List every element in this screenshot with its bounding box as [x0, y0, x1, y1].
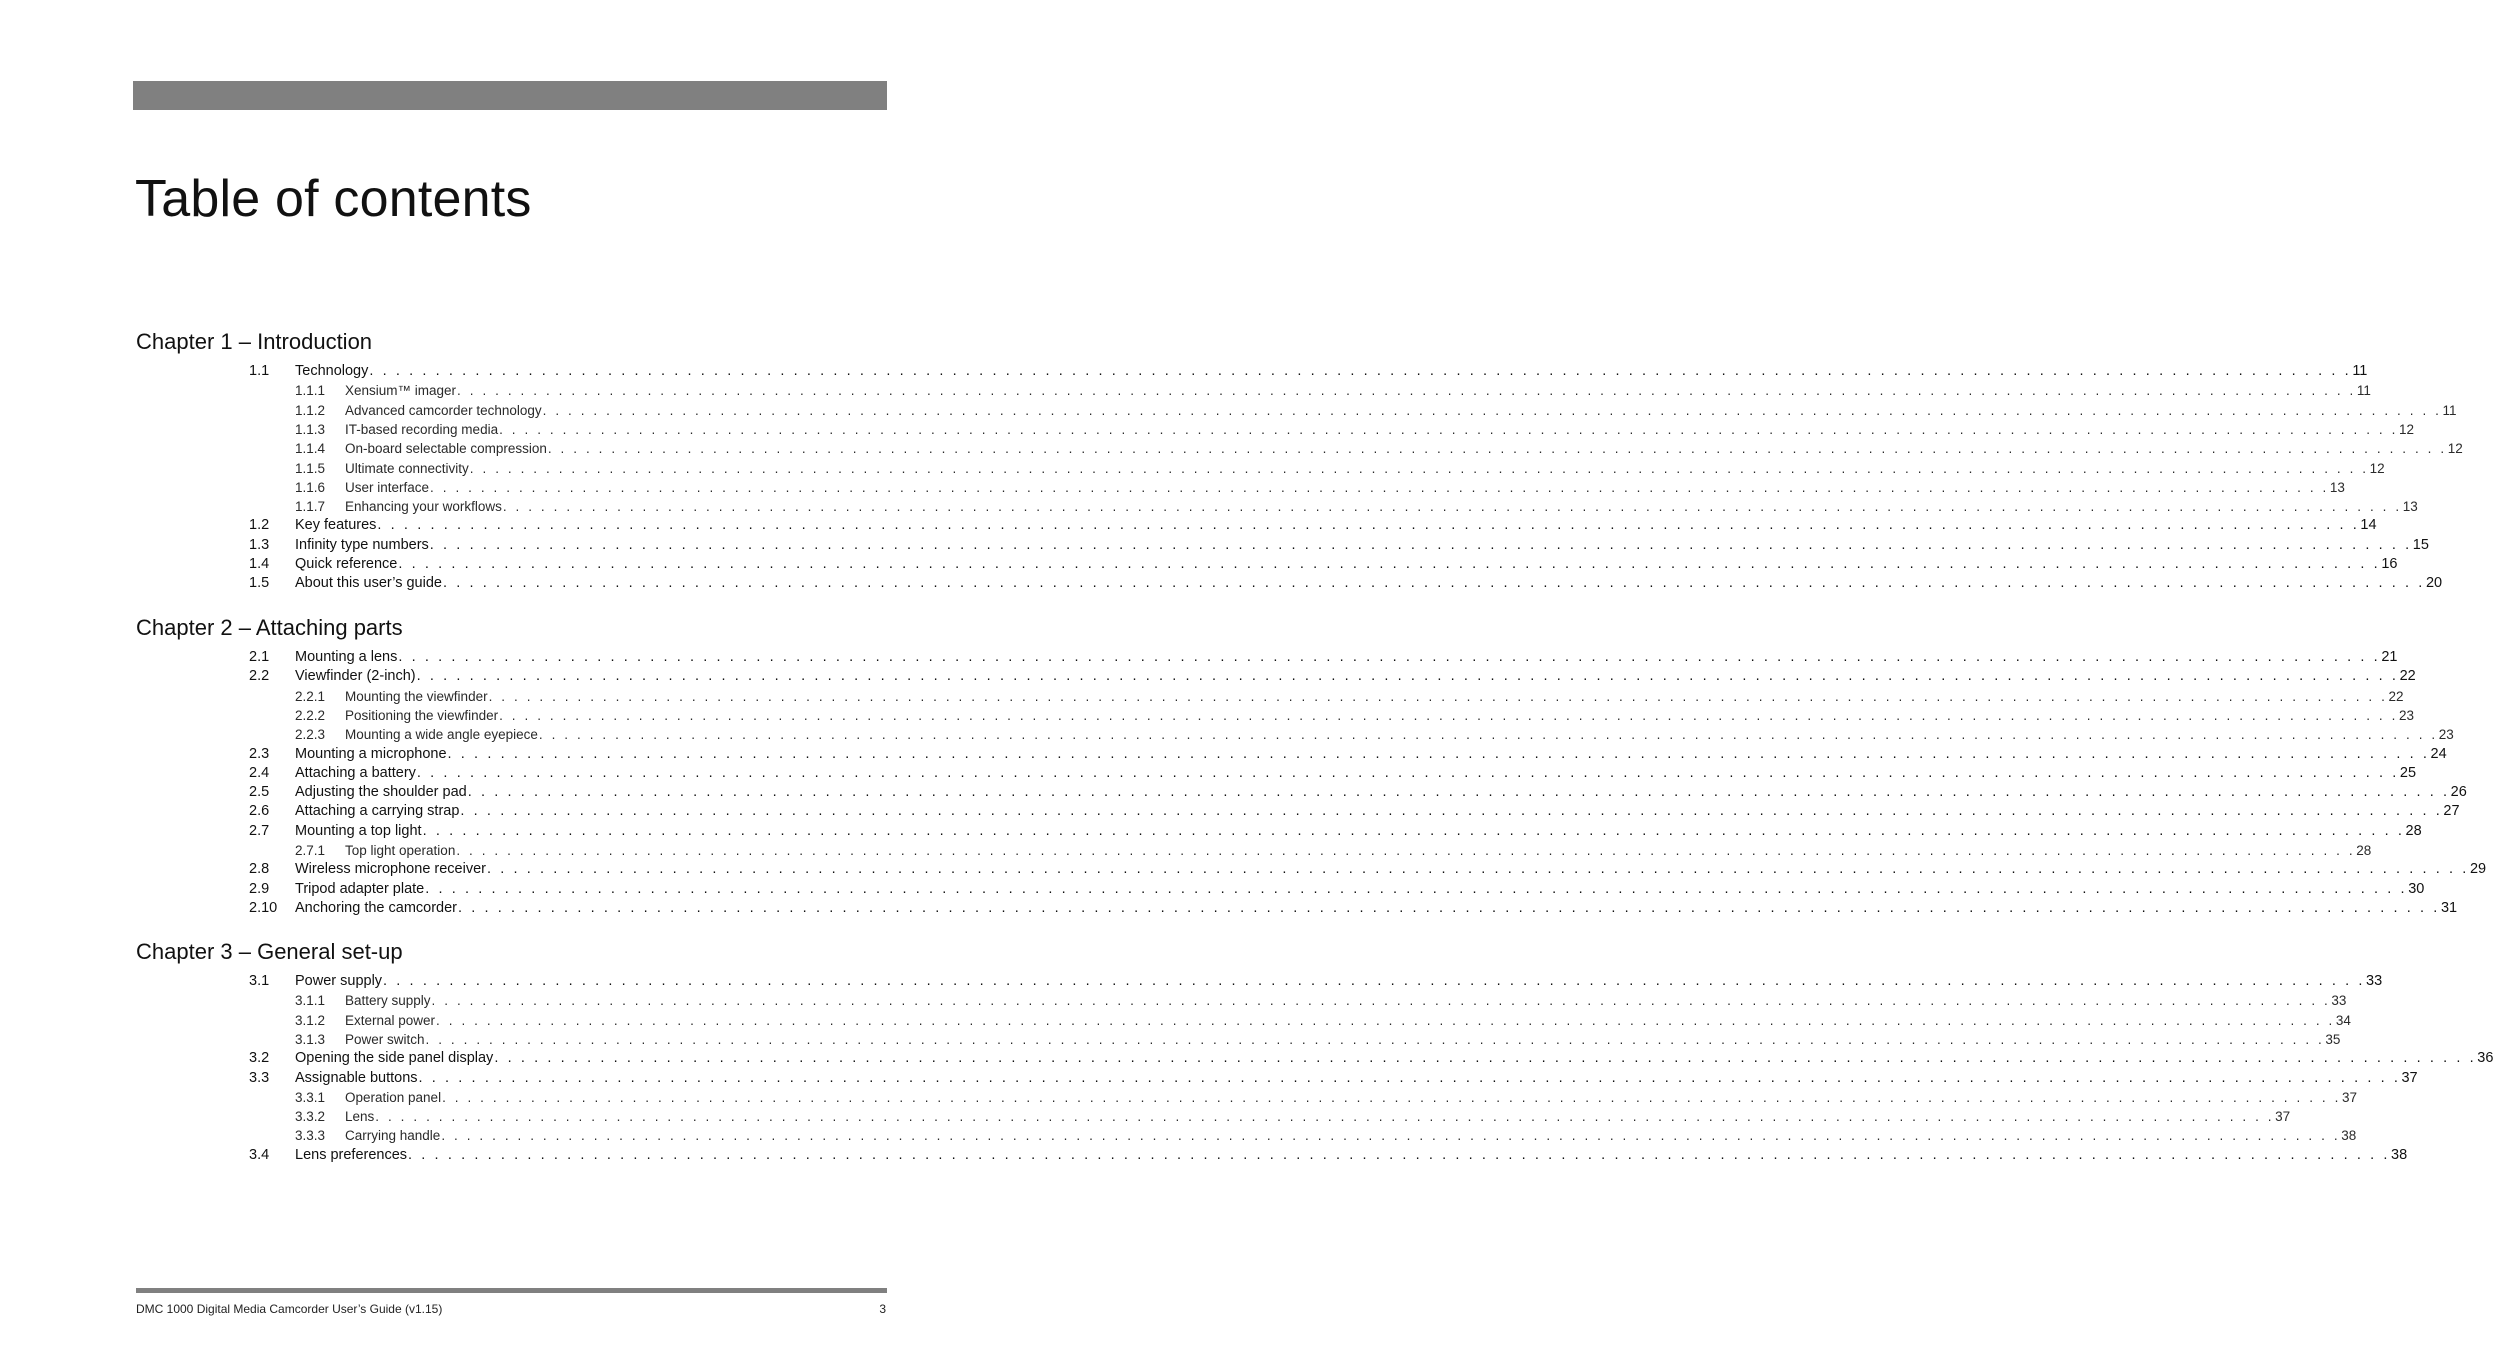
toc-subentry[interactable] — [0, 420, 2414, 439]
dot-leader: . . . . . . . . . . . . . . . . . . . . . . . . . . . . . . . . . . . . . . . . . . . . . . . . . . . . . . . . . . . . . . . . . . . . . . . . . . . . . . . . . . . . . . . . . . . . . . . . . . . . . . . . . . . . . . . . . . . . . . . . . . . . . . . . . . . . . . . . . . . . . . . . . . . . . . — [431, 993, 2331, 1009]
dot-leader: . . . . . . . . . . . . . . . . . . . . . . . . . . . . . . . . . . . . . . . . . . . . . . . . . . . . . . . . . . . . . . . . . . . . . . . . . . . . . . . . . . . . . . . . . . . . . . . . . . . . . . . . . . . . . . . . . . . . . . . . . . . . . . . . . . . . . . . . . . . . . . . . . . . . . . — [486, 861, 2469, 878]
toc-subentry[interactable] — [0, 439, 2463, 458]
toc-entry-line — [295, 822, 2422, 841]
toc-entry-page: 24 — [2430, 745, 2447, 762]
toc-entry-number: 1.1.5 — [295, 460, 326, 476]
footer-rule — [136, 1288, 887, 1293]
toc-entry-number: 3.1 — [249, 973, 270, 989]
toc-entry[interactable] — [0, 880, 2425, 899]
toc-entry-line — [345, 1107, 2291, 1126]
toc-entry-page: 22 — [2399, 668, 2416, 685]
toc-entry-title: Mounting the viewfinder — [345, 688, 488, 704]
toc-entry-line — [295, 880, 2425, 899]
dot-leader: . . . . . . . . . . . . . . . . . . . . . . . . . . . . . . . . . . . . . . . . . . . . . . . . . . . . . . . . . . . . . . . . . . . . . . . . . . . . . . . . . . . . . . . . . . . . . . . . . . . . . . . . . . . . . . . . . . . . . . . . . . . . . . . . . . . . . . . . . . . . . . . . . . . . . . — [499, 707, 2398, 723]
dot-leader: . . . . . . . . . . . . . . . . . . . . . . . . . . . . . . . . . . . . . . . . . . . . . . . . . . . . . . . . . . . . . . . . . . . . . . . . . . . . . . . . . . . . . . . . . . . . . . . . . . . . . . . . . . . . . . . . . . . . . . . . . . . . . . . . . . . . . . . . . . . . . . . . . . . . . . — [422, 822, 2405, 839]
toc-entry-page: 12 — [2369, 460, 2385, 476]
toc-entry-line — [345, 1126, 2357, 1145]
dot-leader: . . . . . . . . . . . . . . . . . . . . . . . . . . . . . . . . . . . . . . . . . . . . . . . . . . . . . . . . . . . . . . . . . . . . . . . . . . . . . . . . . . . . . . . . . . . . . . . . . . . . . . . . . . . . . . . . . . . . . . . . . . . . . . . . . . . . . . . . . . . . . . . . . . . . . . — [488, 688, 2388, 704]
toc-entry-line — [295, 764, 2417, 783]
page-title: Table of contents — [135, 170, 532, 228]
toc-entry[interactable] — [0, 802, 2460, 821]
toc-entry-number: 3.3.3 — [295, 1128, 326, 1144]
toc-subentry[interactable] — [0, 1011, 2351, 1030]
toc-entry-page: 12 — [2398, 421, 2414, 437]
toc-entry-title: Attaching a carrying strap — [295, 803, 460, 820]
dot-leader: . . . . . . . . . . . . . . . . . . . . . . . . . . . . . . . . . . . . . . . . . . . . . . . . . . . . . . . . . . . . . . . . . . . . . . . . . . . . . . . . . . . . . . . . . . . . . . . . . . . . . . . . . . . . . . . . . . . . . . . . . . . . . . . . . . . . . . . . . . . . . . . . . . . . . . — [398, 649, 2381, 665]
toc-entry-title: Xensium™ imager — [345, 383, 457, 399]
toc-entry-line — [295, 648, 2398, 667]
toc-entry-line — [345, 841, 2372, 860]
toc-entry-line — [295, 802, 2460, 821]
toc-entry-page: 33 — [2366, 973, 2383, 989]
toc-entry-title: Power supply — [295, 973, 383, 989]
footer-document-title: DMC 1000 Digital Media Camcorder User’s Guide (v1.15) — [136, 1302, 443, 1316]
toc-entry-number: 3.1.2 — [295, 1012, 326, 1028]
toc-entry-page: 21 — [2381, 649, 2398, 665]
toc-entry-line — [345, 1030, 2341, 1049]
toc-entry-title: Power switch — [345, 1031, 425, 1047]
toc-entry-page: 28 — [2356, 843, 2372, 858]
toc-entry-title: Mounting a lens — [295, 649, 398, 665]
toc-entry[interactable] — [0, 536, 2429, 555]
toc-entry-line — [295, 1069, 2418, 1088]
toc-subentry[interactable] — [0, 1088, 2357, 1107]
toc-entry-number: 3.3.1 — [295, 1089, 326, 1105]
toc-entry-title: Attaching a battery — [295, 764, 416, 781]
toc-entry-number: 2.2.2 — [295, 707, 326, 723]
toc-entry-title: User interface — [345, 479, 430, 495]
toc-entry-page: 31 — [2440, 899, 2458, 916]
toc-entry-page: 35 — [2325, 1031, 2341, 1047]
dot-leader: . . . . . . . . . . . . . . . . . . . . . . . . . . . . . . . . . . . . . . . . . . . . . . . . . . . . . . . . . . . . . . . . . . . . . . . . . . . . . . . . . . . . . . . . . . . . . . . . . . . . . . . . . . . . . . . . . . . . . . . . . . . . . . . . . . . . . . . . . . . . . . . . . . . . . . — [460, 803, 2443, 820]
dot-leader: . . . . . . . . . . . . . . . . . . . . . . . . . . . . . . . . . . . . . . . . . . . . . . . . . . . . . . . . . . . . . . . . . . . . . . . . . . . . . . . . . . . . . . . . . . . . . . . . . . . . . . . . . . . . . . . . . . . . . . . . . . . . . . . . . . . . . . . . . . . . . . . . . . . . . . — [430, 479, 2329, 495]
toc-subentry[interactable] — [0, 725, 2454, 744]
toc-entry[interactable] — [0, 516, 2377, 535]
toc-entry-line — [295, 1146, 2408, 1165]
dot-leader: . . . . . . . . . . . . . . . . . . . . . . . . . . . . . . . . . . . . . . . . . . . . . . . . . . . . . . . . . . . . . . . . . . . . . . . . . . . . . . . . . . . . . . . . . . . . . . . . . . . . . . . . . . . . . . . . . . . . . . . . . . . . . . . . . . . . . . . . . . . . . . . . . . . . . . — [457, 383, 2356, 399]
toc-entry-number: 2.2.1 — [295, 688, 326, 704]
toc-entry-line — [295, 783, 2467, 802]
chapter-heading: Chapter 1 – Introduction — [136, 329, 373, 354]
dot-leader: . . . . . . . . . . . . . . . . . . . . . . . . . . . . . . . . . . . . . . . . . . . . . . . . . . . . . . . . . . . . . . . . . . . . . . . . . . . . . . . . . . . . . . . . . . . . . . . . . . . . . . . . . . . . . . . . . . . . . . . . . . . . . . . . . . . . . . . . . . . . . . . . . . . . . . — [502, 499, 2402, 515]
toc-entry-number: 3.1.1 — [295, 993, 326, 1009]
toc-subentry[interactable] — [0, 706, 2414, 725]
toc-subentry[interactable] — [0, 381, 2371, 400]
toc-entry-line — [345, 401, 2457, 420]
toc-entry-page: 37 — [2401, 1069, 2418, 1086]
toc-entry-title: On-board selectable compression — [345, 441, 547, 457]
toc-entry[interactable] — [0, 555, 2398, 574]
toc-entry-page: 28 — [2405, 822, 2422, 839]
dot-leader: . . . . . . . . . . . . . . . . . . . . . . . . . . . . . . . . . . . . . . . . . . . . . . . . . . . . . . . . . . . . . . . . . . . . . . . . . . . . . . . . . . . . . . . . . . . . . . . . . . . . . . . . . . . . . . . . . . . . . . . . . . . . . . . . . . . . . . . . . . . . . . . . . . . . . . — [494, 1050, 2477, 1067]
toc-entry-line — [345, 1088, 2357, 1107]
toc-entry-page: 25 — [2399, 764, 2417, 781]
toc-entry[interactable] — [0, 764, 2417, 783]
dot-leader: . . . . . . . . . . . . . . . . . . . . . . . . . . . . . . . . . . . . . . . . . . . . . . . . . . . . . . . . . . . . . . . . . . . . . . . . . . . . . . . . . . . . . . . . . . . . . . . . . . . . . . . . . . . . . . . . . . . . . . . . . . . . . . . . . . . . . . . . . . . . . . . . . . . . . . — [416, 764, 2399, 781]
toc-entry-title: Ultimate connectivity — [345, 460, 469, 476]
toc-entry-line — [345, 459, 2385, 478]
toc-subentry[interactable] — [0, 1030, 2341, 1049]
toc-entry-title: Infinity type numbers — [295, 536, 429, 553]
toc-entry-number: 3.2 — [249, 1050, 270, 1067]
toc-entry-line — [345, 381, 2371, 400]
toc-entry-number: 3.3 — [249, 1069, 270, 1086]
dot-leader: . . . . . . . . . . . . . . . . . . . . . . . . . . . . . . . . . . . . . . . . . . . . . . . . . . . . . . . . . . . . . . . . . . . . . . . . . . . . . . . . . . . . . . . . . . . . . . . . . . . . . . . . . . . . . . . . . . . . . . . . . . . . . . . . . . . . . . . . . . . . . . . . . . . . . . — [456, 843, 2356, 858]
toc-entry-number: 1.1.1 — [295, 383, 326, 399]
dot-leader: . . . . . . . . . . . . . . . . . . . . . . . . . . . . . . . . . . . . . . . . . . . . . . . . . . . . . . . . . . . . . . . . . . . . . . . . . . . . . . . . . . . . . . . . . . . . . . . . . . . . . . . . . . . . . . . . . . . . . . . . . . . . . . . . . . . . . . . . . . . . . . . . . . . . . . — [369, 363, 2352, 379]
toc-entry-title: Technology — [295, 363, 369, 379]
dot-leader: . . . . . . . . . . . . . . . . . . . . . . . . . . . . . . . . . . . . . . . . . . . . . . . . . . . . . . . . . . . . . . . . . . . . . . . . . . . . . . . . . . . . . . . . . . . . . . . . . . . . . . . . . . . . . . . . . . . . . . . . . . . . . . . . . . . . . . . . . . . . . . . . . . . . . . — [425, 1031, 2325, 1047]
toc-entry-title: Opening the side panel display — [295, 1050, 494, 1067]
toc-subentry[interactable] — [0, 478, 2345, 497]
dot-leader: . . . . . . . . . . . . . . . . . . . . . . . . . . . . . . . . . . . . . . . . . . . . . . . . . . . . . . . . . . . . . . . . . . . . . . . . . . . . . . . . . . . . . . . . . . . . . . . . . . . . . . . . . . . . . . . . . . . . . . . . . . . . . . . . . . . . . . . . . . . . . . . . . . . . . . — [542, 402, 2442, 418]
toc-entry-line — [295, 667, 2416, 686]
toc-entry-number: 3.3.2 — [295, 1109, 326, 1125]
toc-entry-line — [345, 725, 2454, 744]
toc-entry-number: 1.5 — [249, 575, 270, 592]
toc-entry-line — [345, 706, 2414, 725]
footer-page-number: 3 — [879, 1302, 886, 1316]
toc-entry-title: Quick reference — [295, 556, 398, 572]
chapter-heading: Chapter 2 – Attaching parts — [136, 615, 403, 640]
toc-entry-number: 2.4 — [249, 764, 270, 781]
toc-entry-page: 33 — [2331, 993, 2347, 1009]
toc-entry[interactable] — [0, 1069, 2418, 1088]
toc-entry-line — [345, 991, 2347, 1010]
dot-leader: . . . . . . . . . . . . . . . . . . . . . . . . . . . . . . . . . . . . . . . . . . . . . . . . . . . . . . . . . . . . . . . . . . . . . . . . . . . . . . . . . . . . . . . . . . . . . . . . . . . . . . . . . . . . . . . . . . . . . . . . . . . . . . . . . . . . . . . . . . . . . . . . . . . . . . — [429, 536, 2412, 553]
toc-entry-title: Mounting a wide angle eyepiece — [345, 727, 538, 743]
toc-entry[interactable] — [0, 667, 2416, 686]
toc-entry-number: 2.7 — [249, 822, 270, 839]
toc-entry-page: 38 — [2391, 1146, 2408, 1163]
toc-entry[interactable] — [0, 860, 2487, 879]
toc-entry-number: 2.9 — [249, 880, 270, 897]
toc-entry-line — [345, 497, 2418, 516]
toc-entry-title: Wireless microphone receiver — [295, 861, 486, 878]
toc-entry-title: Key features — [295, 517, 377, 534]
toc-entry[interactable] — [0, 362, 2368, 381]
toc-entry-page: 30 — [2408, 880, 2425, 897]
header-bar — [133, 81, 887, 110]
dot-leader: . . . . . . . . . . . . . . . . . . . . . . . . . . . . . . . . . . . . . . . . . . . . . . . . . . . . . . . . . . . . . . . . . . . . . . . . . . . . . . . . . . . . . . . . . . . . . . . . . . . . . . . . . . . . . . . . . . . . . . . . . . . . . . . . . . . . . . . . . . . . . . . . . . . . . . — [469, 460, 2369, 476]
toc-entry-title: Assignable buttons — [295, 1069, 418, 1086]
toc-subentry[interactable] — [0, 687, 2404, 706]
toc-entry-number: 2.10 — [249, 899, 278, 916]
toc-entry-page: 15 — [2412, 536, 2429, 553]
toc-entry-number: 2.5 — [249, 784, 270, 801]
toc-entry-page: 23 — [2398, 707, 2414, 723]
dot-leader: . . . . . . . . . . . . . . . . . . . . . . . . . . . . . . . . . . . . . . . . . . . . . . . . . . . . . . . . . . . . . . . . . . . . . . . . . . . . . . . . . . . . . . . . . . . . . . . . . . . . . . . . . . . . . . . . . . . . . . . . . . . . . . . . . . . . . . . . . . . . . . . . . . . . . . — [442, 1089, 2341, 1105]
toc-entry-page: 11 — [2442, 402, 2457, 418]
toc-entry-line — [345, 439, 2463, 458]
toc-entry-line — [345, 687, 2404, 706]
toc-entry[interactable] — [0, 1049, 2493, 1068]
toc-entry-title: External power — [345, 1012, 436, 1028]
dot-leader: . . . . . . . . . . . . . . . . . . . . . . . . . . . . . . . . . . . . . . . . . . . . . . . . . . . . . . . . . . . . . . . . . . . . . . . . . . . . . . . . . . . . . . . . . . . . . . . . . . . . . . . . . . . . . . . . . . . . . . . . . . . . . . . . . . . . . . . . . . . . . . . . . . . . . . — [383, 973, 2365, 989]
dot-leader: . . . . . . . . . . . . . . . . . . . . . . . . . . . . . . . . . . . . . . . . . . . . . . . . . . . . . . . . . . . . . . . . . . . . . . . . . . . . . . . . . . . . . . . . . . . . . . . . . . . . . . . . . . . . . . . . . . . . . . . . . . . . . . . . . . . . . . . . . . . . . . . . . . . . . . — [467, 784, 2450, 801]
toc-entry[interactable] — [0, 899, 2458, 918]
toc-entry-number: 2.3 — [249, 745, 270, 762]
toc-entry[interactable] — [0, 783, 2467, 802]
toc-entry-page: 26 — [2450, 784, 2467, 801]
toc-entry-page: 20 — [2425, 575, 2443, 592]
toc-entry[interactable] — [0, 822, 2422, 841]
toc-entry-page: 27 — [2443, 803, 2460, 820]
toc-entry-page: 37 — [2341, 1089, 2357, 1105]
toc-entry-number: 3.4 — [249, 1146, 270, 1163]
toc-entry-page: 38 — [2341, 1128, 2357, 1144]
toc-entry-number: 2.2 — [249, 668, 270, 685]
toc-entry-title: Positioning the viewfinder — [345, 707, 499, 723]
toc-entry-title: Viewfinder (2-inch) — [295, 668, 416, 685]
toc-entry-page: 29 — [2469, 861, 2487, 878]
toc-entry-title: Tripod adapter plate — [295, 880, 425, 897]
dot-leader: . . . . . . . . . . . . . . . . . . . . . . . . . . . . . . . . . . . . . . . . . . . . . . . . . . . . . . . . . . . . . . . . . . . . . . . . . . . . . . . . . . . . . . . . . . . . . . . . . . . . . . . . . . . . . . . . . . . . . . . . . . . . . . . . . . . . . . . . . . . . . . . . . . . . . . — [441, 1128, 2341, 1144]
dot-leader: . . . . . . . . . . . . . . . . . . . . . . . . . . . . . . . . . . . . . . . . . . . . . . . . . . . . . . . . . . . . . . . . . . . . . . . . . . . . . . . . . . . . . . . . . . . . . . . . . . . . . . . . . . . . . . . . . . . . . . . . . . . . . . . . . . . . . . . . . . . . . . . . . . . . . . — [547, 441, 2447, 457]
toc-entry-line — [345, 420, 2414, 439]
toc-entry-line — [295, 574, 2443, 593]
toc-entry-line — [295, 516, 2377, 535]
toc-entry-number: 2.1 — [249, 649, 270, 665]
toc-entry-page: 23 — [2438, 727, 2454, 743]
toc-entry-page: 13 — [2402, 499, 2418, 515]
dot-leader: . . . . . . . . . . . . . . . . . . . . . . . . . . . . . . . . . . . . . . . . . . . . . . . . . . . . . . . . . . . . . . . . . . . . . . . . . . . . . . . . . . . . . . . . . . . . . . . . . . . . . . . . . . . . . . . . . . . . . . . . . . . . . . . . . . . . . . . . . . . . . . . . . . . . . . — [408, 1146, 2390, 1163]
toc-entry-number: 2.7.1 — [295, 843, 326, 858]
toc-entry-number: 3.1.3 — [295, 1031, 326, 1047]
toc-entry-number: 1.1.4 — [295, 441, 326, 457]
toc-entry-line — [295, 555, 2398, 574]
toc-entry-line — [295, 745, 2447, 764]
toc-entry-page: 12 — [2447, 441, 2463, 457]
toc-entry-line — [295, 972, 2383, 991]
toc-entry-page: 34 — [2335, 1012, 2351, 1028]
toc-subentry[interactable] — [0, 991, 2347, 1010]
toc-entry-title: Enhancing your workflows — [345, 499, 502, 515]
toc-entry-title: About this user’s guide — [295, 575, 442, 592]
toc-entry-line — [295, 536, 2429, 555]
toc-entry-title: Mounting a top light — [295, 822, 422, 839]
toc-subentry[interactable] — [0, 1126, 2357, 1145]
toc-entry-title: Battery supply — [345, 993, 431, 1009]
dot-leader: . . . . . . . . . . . . . . . . . . . . . . . . . . . . . . . . . . . . . . . . . . . . . . . . . . . . . . . . . . . . . . . . . . . . . . . . . . . . . . . . . . . . . . . . . . . . . . . . . . . . . . . . . . . . . . . . . . . . . . . . . . . . . . . . . . . . . . . . . . . . . . . . . . . . . . — [377, 517, 2360, 534]
toc-entry-page: 37 — [2275, 1109, 2291, 1125]
chapter-heading: Chapter 3 – General set-up — [136, 939, 403, 964]
toc-entry[interactable] — [0, 1146, 2408, 1165]
toc-entry-number: 2.2.3 — [295, 727, 326, 743]
toc-subentry[interactable] — [0, 459, 2385, 478]
toc-entry-line — [295, 899, 2458, 918]
toc-entry-page: 22 — [2388, 688, 2404, 704]
dot-leader: . . . . . . . . . . . . . . . . . . . . . . . . . . . . . . . . . . . . . . . . . . . . . . . . . . . . . . . . . . . . . . . . . . . . . . . . . . . . . . . . . . . . . . . . . . . . . . . . . . . . . . . . . . . . . . . . . . . . . . . . . . . . . . . . . . . . . . . . . . . . . . . . . . . . . . — [442, 575, 2425, 592]
toc-entry-line — [345, 478, 2345, 497]
toc-entry-page: 11 — [2356, 383, 2371, 399]
toc-entry-line — [345, 1011, 2351, 1030]
toc-entry-line — [295, 1049, 2493, 1068]
dot-leader: . . . . . . . . . . . . . . . . . . . . . . . . . . . . . . . . . . . . . . . . . . . . . . . . . . . . . . . . . . . . . . . . . . . . . . . . . . . . . . . . . . . . . . . . . . . . . . . . . . . . . . . . . . . . . . . . . . . . . . . . . . . . . . . . . . . . . . . . . . . . . . . . . . . . . . — [458, 899, 2440, 916]
dot-leader: . . . . . . . . . . . . . . . . . . . . . . . . . . . . . . . . . . . . . . . . . . . . . . . . . . . . . . . . . . . . . . . . . . . . . . . . . . . . . . . . . . . . . . . . . . . . . . . . . . . . . . . . . . . . . . . . . . . . . . . . . . . . . . . . . . . . . . . . . . . . . . . . . . . . . . — [436, 1012, 2335, 1028]
toc-entry-page: 14 — [2360, 517, 2377, 534]
toc-entry-title: Operation panel — [345, 1089, 442, 1105]
toc-entry-title: Adjusting the shoulder pad — [295, 784, 467, 801]
dot-leader: . . . . . . . . . . . . . . . . . . . . . . . . . . . . . . . . . . . . . . . . . . . . . . . . . . . . . . . . . . . . . . . . . . . . . . . . . . . . . . . . . . . . . . . . . . . . . . . . . . . . . . . . . . . . . . . . . . . . . . . . . . . . . . . . . . . . . . . . . . . . . . . . . . . . . . — [375, 1109, 2275, 1125]
toc-entry-number: 2.6 — [249, 803, 270, 820]
toc-entry-number: 1.1.7 — [295, 499, 326, 515]
toc-entry-title: IT-based recording media — [345, 421, 499, 437]
toc-entry-title: Anchoring the camcorder — [295, 899, 457, 916]
toc-entry-line — [295, 860, 2487, 879]
toc-entry[interactable] — [0, 574, 2443, 593]
toc-entry[interactable] — [0, 745, 2447, 764]
toc-entry-number: 1.4 — [249, 556, 270, 572]
toc-subentry[interactable] — [0, 497, 2418, 516]
toc-entry-number: 1.1 — [249, 363, 270, 379]
toc-entry-page: 11 — [2352, 363, 2368, 379]
toc-entry-title: Lens — [345, 1109, 375, 1125]
dot-leader: . . . . . . . . . . . . . . . . . . . . . . . . . . . . . . . . . . . . . . . . . . . . . . . . . . . . . . . . . . . . . . . . . . . . . . . . . . . . . . . . . . . . . . . . . . . . . . . . . . . . . . . . . . . . . . . . . . . . . . . . . . . . . . . . . . . . . . . . . . . . . . . . . . . . . . — [538, 727, 2438, 743]
toc-entry-number: 1.3 — [249, 536, 270, 553]
toc-entry-title: Advanced camcorder technology — [345, 402, 542, 418]
toc-entry-page: 36 — [2477, 1050, 2493, 1067]
dot-leader: . . . . . . . . . . . . . . . . . . . . . . . . . . . . . . . . . . . . . . . . . . . . . . . . . . . . . . . . . . . . . . . . . . . . . . . . . . . . . . . . . . . . . . . . . . . . . . . . . . . . . . . . . . . . . . . . . . . . . . . . . . . . . . . . . . . . . . . . . . . . . . . . . . . . . . — [447, 745, 2430, 762]
dot-leader: . . . . . . . . . . . . . . . . . . . . . . . . . . . . . . . . . . . . . . . . . . . . . . . . . . . . . . . . . . . . . . . . . . . . . . . . . . . . . . . . . . . . . . . . . . . . . . . . . . . . . . . . . . . . . . . . . . . . . . . . . . . . . . . . . . . . . . . . . . . . . . . . . . . . . . — [398, 556, 2381, 572]
toc-entry-title: Lens preferences — [295, 1146, 408, 1163]
toc-subentry[interactable] — [0, 1107, 2291, 1126]
dot-leader: . . . . . . . . . . . . . . . . . . . . . . . . . . . . . . . . . . . . . . . . . . . . . . . . . . . . . . . . . . . . . . . . . . . . . . . . . . . . . . . . . . . . . . . . . . . . . . . . . . . . . . . . . . . . . . . . . . . . . . . . . . . . . . . . . . . . . . . . . . . . . . . . . . . . . . — [425, 880, 2408, 897]
toc-entry[interactable] — [0, 648, 2398, 667]
toc-entry-number: 1.1.2 — [295, 402, 326, 418]
toc-entry-line — [295, 362, 2368, 381]
toc-entry-page: 16 — [2381, 556, 2398, 572]
dot-leader: . . . . . . . . . . . . . . . . . . . . . . . . . . . . . . . . . . . . . . . . . . . . . . . . . . . . . . . . . . . . . . . . . . . . . . . . . . . . . . . . . . . . . . . . . . . . . . . . . . . . . . . . . . . . . . . . . . . . . . . . . . . . . . . . . . . . . . . . . . . . . . . . . . . . . . — [418, 1069, 2401, 1086]
toc-entry[interactable] — [0, 972, 2383, 991]
toc-entry-title: Carrying handle — [345, 1128, 441, 1144]
dot-leader: . . . . . . . . . . . . . . . . . . . . . . . . . . . . . . . . . . . . . . . . . . . . . . . . . . . . . . . . . . . . . . . . . . . . . . . . . . . . . . . . . . . . . . . . . . . . . . . . . . . . . . . . . . . . . . . . . . . . . . . . . . . . . . . . . . . . . . . . . . . . . . . . . . . . . . — [499, 421, 2398, 437]
toc-entry-number: 2.8 — [249, 861, 270, 878]
toc-entry-title: Mounting a microphone — [295, 745, 447, 762]
dot-leader: . . . . . . . . . . . . . . . . . . . . . . . . . . . . . . . . . . . . . . . . . . . . . . . . . . . . . . . . . . . . . . . . . . . . . . . . . . . . . . . . . . . . . . . . . . . . . . . . . . . . . . . . . . . . . . . . . . . . . . . . . . . . . . . . . . . . . . . . . . . . . . . . . . . . . . — [416, 668, 2399, 685]
toc-subentry[interactable] — [0, 401, 2457, 420]
toc-entry-number: 1.2 — [249, 517, 270, 534]
toc-entry-number: 1.1.6 — [295, 479, 326, 495]
toc-subentry[interactable] — [0, 841, 2372, 860]
toc-entry-page: 13 — [2329, 479, 2345, 495]
toc-entry-number: 1.1.3 — [295, 421, 326, 437]
toc-entry-title: Top light operation — [345, 843, 456, 858]
